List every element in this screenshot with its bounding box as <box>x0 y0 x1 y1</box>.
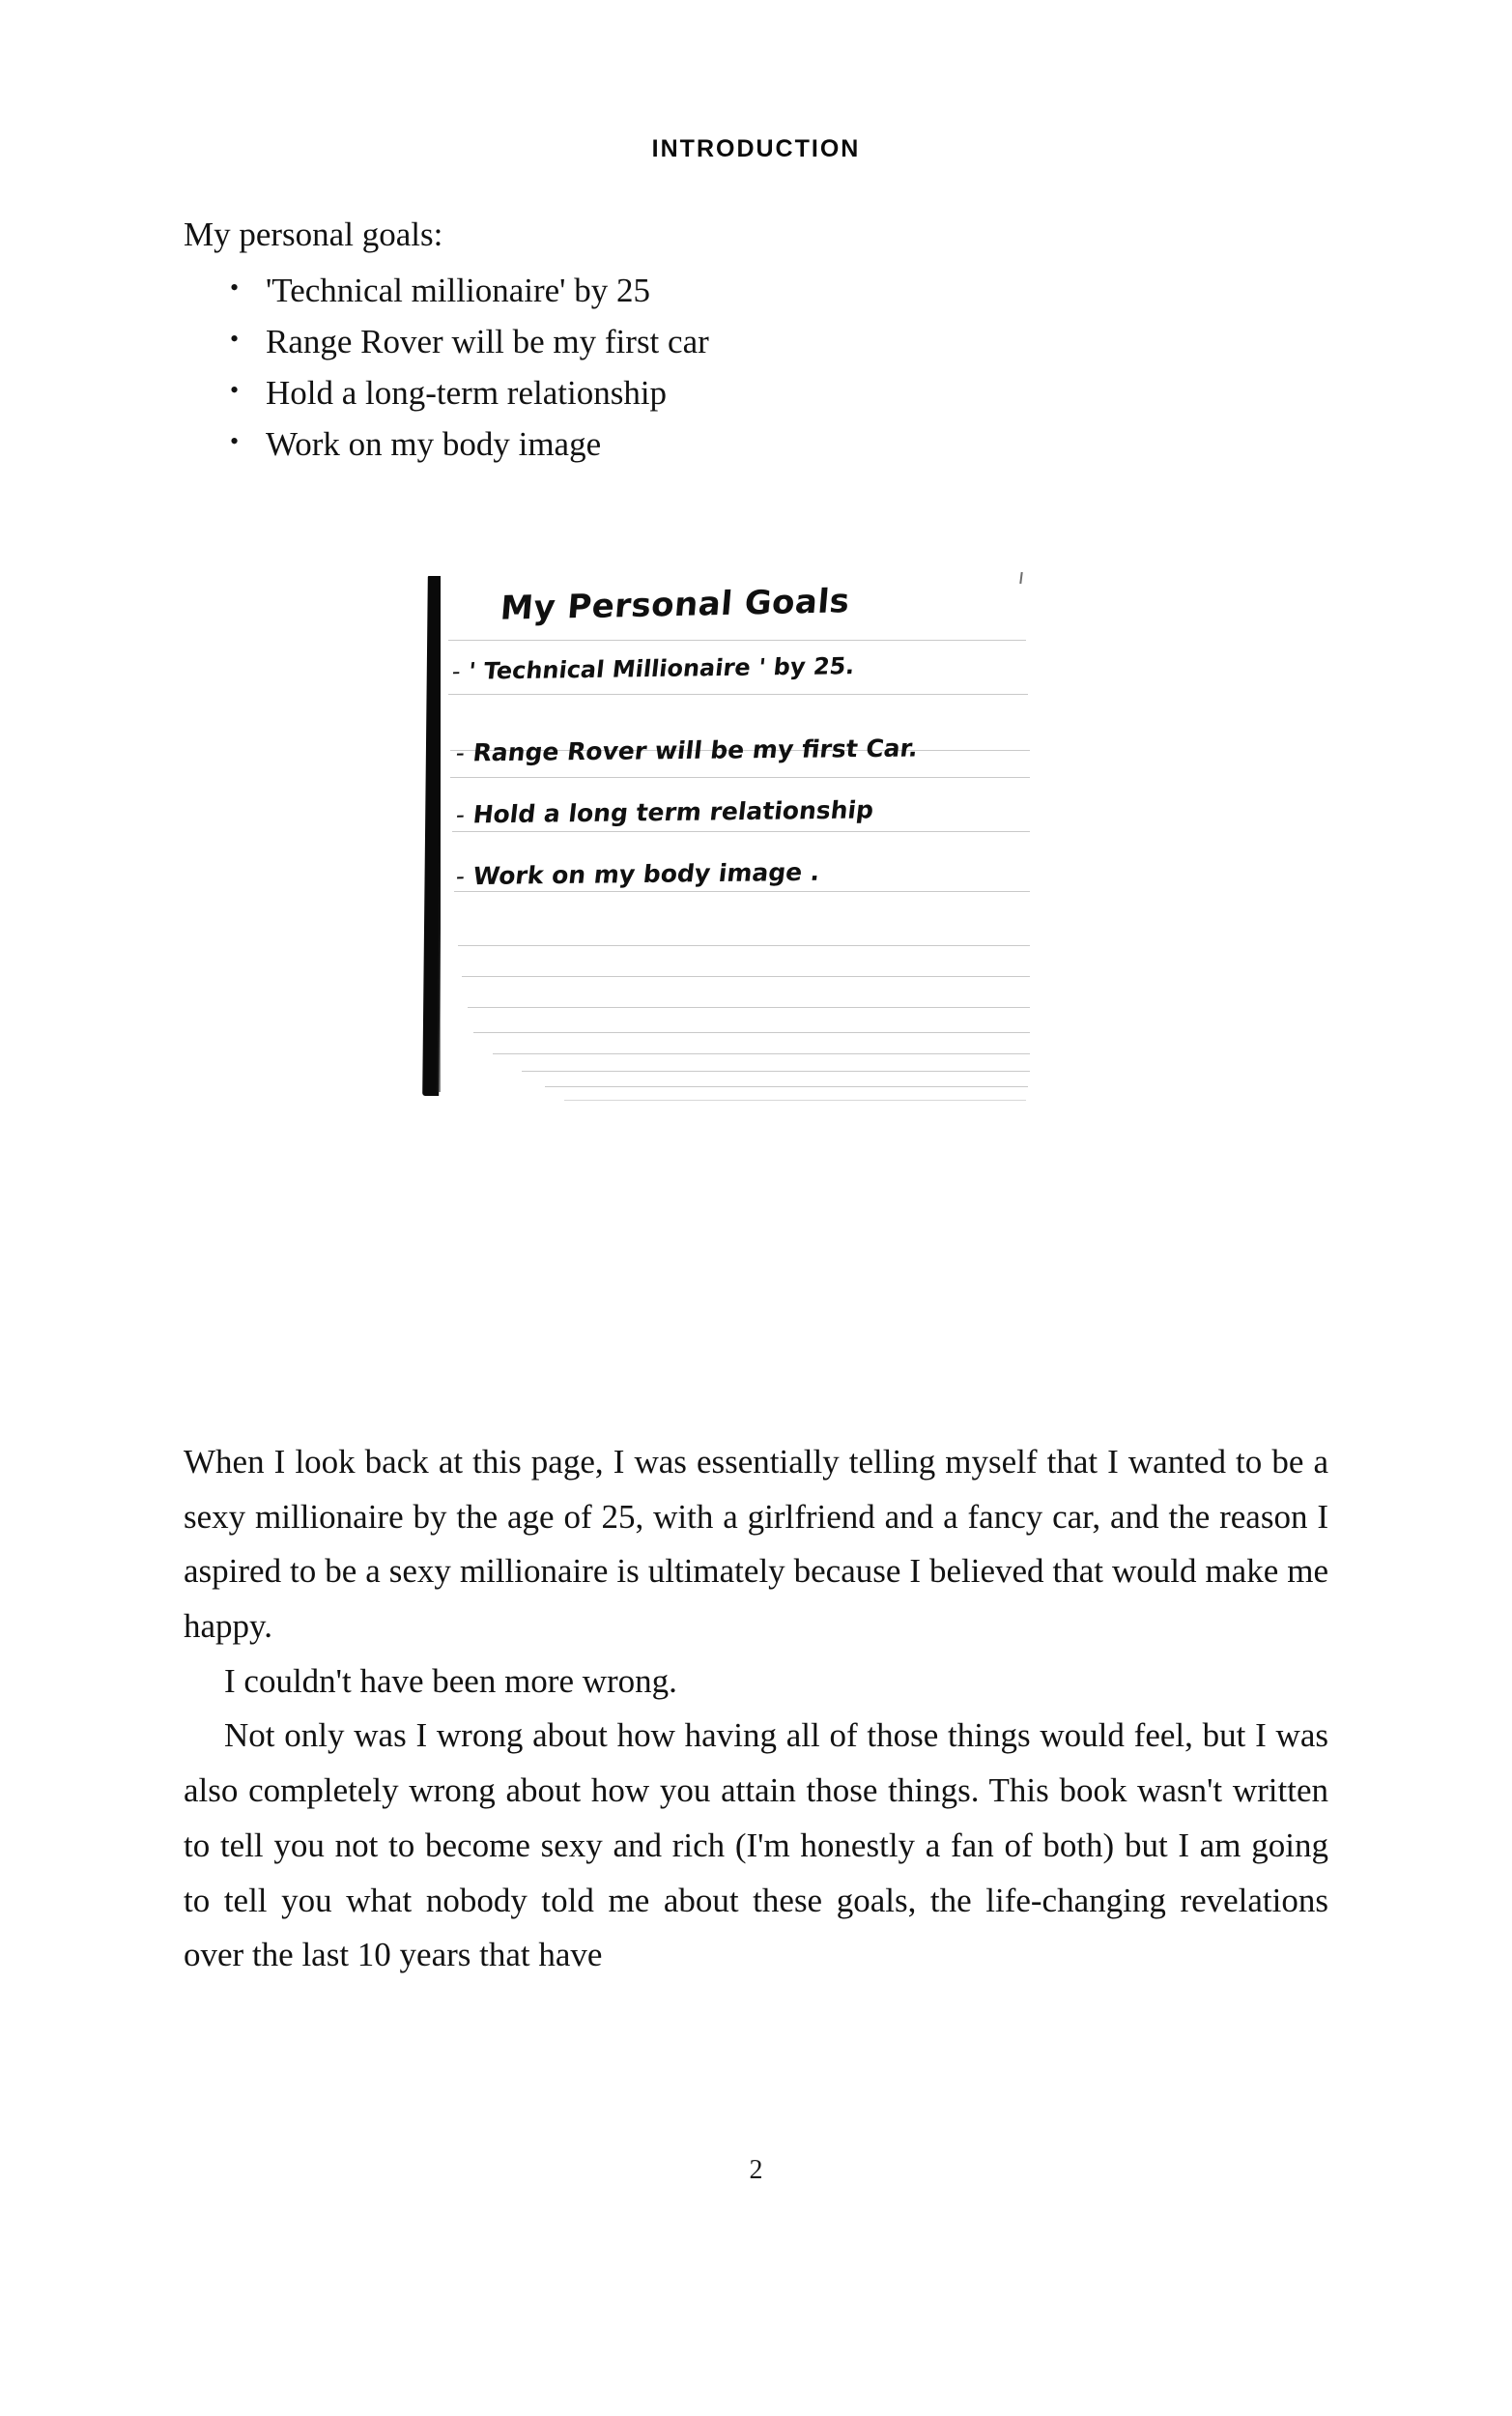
bullet-icon: • <box>230 376 240 405</box>
handwritten-line-3 <box>454 795 874 828</box>
body-prose <box>184 1435 1328 1983</box>
notebook-paper <box>441 570 1034 1111</box>
handwritten-dash: - <box>454 862 467 891</box>
goals-lead-line: My personal goals: <box>184 216 443 253</box>
list-item <box>184 418 1328 470</box>
bullet-icon: • <box>230 324 240 353</box>
handwritten-line-3-text: Hold a long term relationship <box>471 795 875 829</box>
handwritten-dash: - <box>450 657 463 685</box>
list-item-label: Work on my body image <box>266 425 602 464</box>
handwritten-dash: - <box>454 800 467 829</box>
intro-goals-block <box>184 211 1328 470</box>
handwritten-line-1-text: ' Technical Millionaire ' by 25. <box>467 652 856 685</box>
handwritten-line-4 <box>454 858 821 891</box>
list-item-label: Hold a long-term relationship <box>266 374 668 413</box>
bullet-icon: • <box>230 273 240 302</box>
rule-line <box>448 640 1026 641</box>
personal-goals-list <box>184 265 1328 471</box>
handwritten-note-figure <box>406 570 1034 1111</box>
running-head: INTRODUCTION <box>651 135 861 162</box>
rule-line <box>462 976 1030 977</box>
list-item-label: Range Rover will be my first car <box>266 322 709 360</box>
rule-line <box>454 891 1030 892</box>
page-number: 2 <box>749 2155 763 2185</box>
rule-line <box>448 694 1028 695</box>
list-item <box>184 265 1328 316</box>
rule-line <box>452 831 1030 832</box>
handwritten-line-1 <box>450 652 855 685</box>
list-item-label: 'Technical millionaire' by 25 <box>266 271 650 309</box>
list-item <box>184 367 1328 418</box>
handwritten-line-4-text: Work on my body image . <box>471 857 822 891</box>
paragraph-1: When I look back at this page, I was essentially telling myself that I wanted to be a sexy millionaire by the age of 25, with a girlfriend and a fancy car, and the reason I aspired to be a sexy millionaire is ultimately because I believed that would make me happy. <box>184 1443 1328 1646</box>
rule-line <box>545 1086 1028 1087</box>
rule-line <box>493 1053 1030 1054</box>
paragraph-3: Not only was I wrong about how having all of those things would feel, but I was also completely wrong about how you attain those things. This book wasn't written to tell you not to become sexy and rich (I'm honestly a fan of both) but I am going to tell you what nobody told me about these goals, the life-changing revelations over the last 10 years that have <box>184 1716 1328 1974</box>
rule-line <box>468 1007 1030 1008</box>
rule-line <box>564 1100 1026 1101</box>
handwritten-line-2-text: Range Rover will be my first Car. <box>471 733 920 767</box>
handwritten-line-2 <box>454 733 919 766</box>
rule-line <box>522 1071 1030 1072</box>
bullet-icon: • <box>230 427 240 456</box>
handwritten-title: My Personal Goals <box>499 582 852 628</box>
pen-tick-mark <box>1019 572 1022 584</box>
paragraph-2: I couldn't have been more wrong. <box>224 1661 677 1700</box>
rule-line <box>458 945 1030 946</box>
list-item <box>184 316 1328 367</box>
rule-line <box>450 777 1030 778</box>
handwritten-dash: - <box>454 738 467 767</box>
rule-line <box>473 1032 1030 1033</box>
